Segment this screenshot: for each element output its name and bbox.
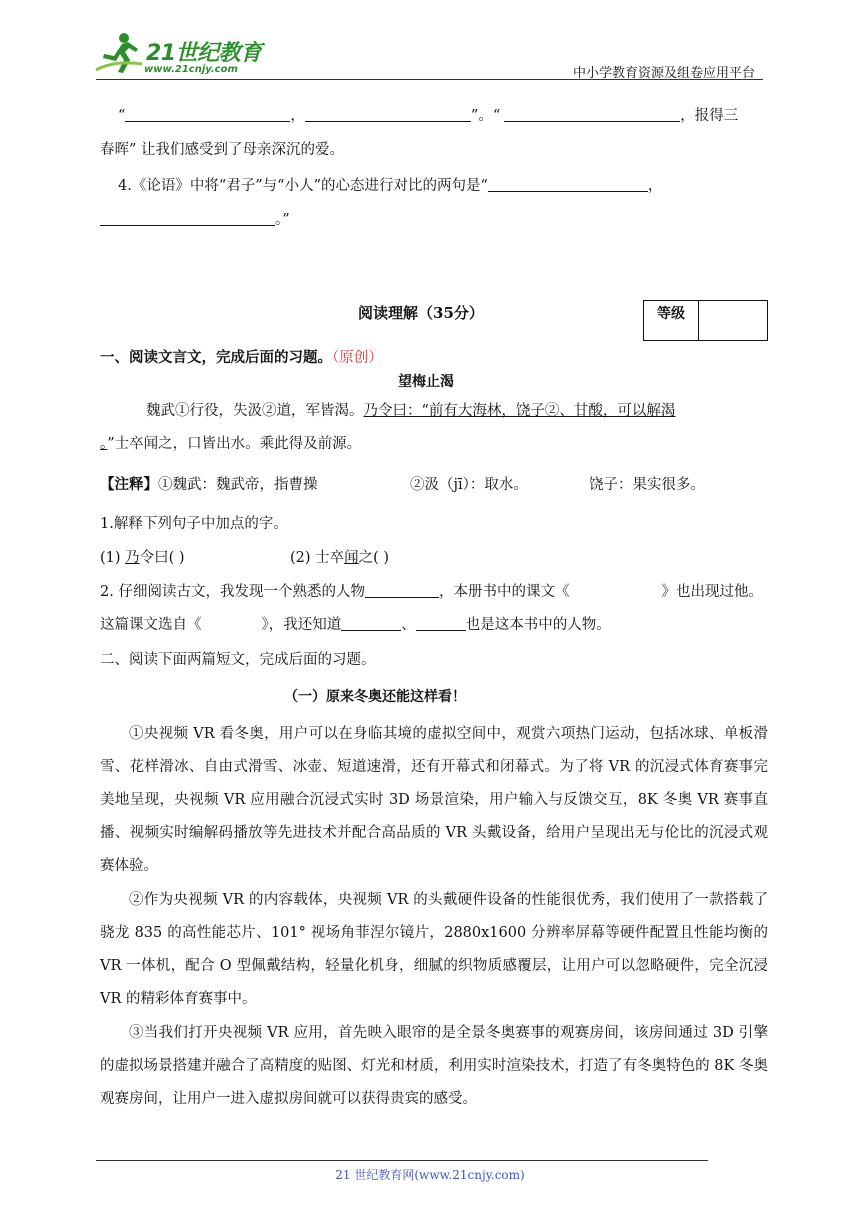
blank[interactable] [504, 107, 680, 122]
blank[interactable] [125, 107, 290, 122]
q2-line1: 2. 仔细阅读古文，我发现一个熟悉的人物 ，本册书中的课文《 》也出现过他。 [100, 584, 763, 600]
footer-divider [96, 1160, 708, 1161]
article-paragraph-1: ①央视频 VR 看冬奥，用户可以在身临其境的虚拟空间中，观赏六项热门运动，包括冰球、单板滑雪、花样滑冰、自由式滑雪、冰壶、短道速滑，还有开幕式和闭幕式。为了将 VR 的沉浸式体育赛事完美地呈现，央视频 VR 应用融合沉浸式实时 3D 场景渲染，用户输入与反馈交互，8K 冬奥 VR 赛事直播、视频实时编解码播放等先进技术并配合高品质的 VR 头戴设备，给用户呈现出无与伦比的沉浸式观赛体验。 [100, 726, 768, 874]
q1-b: (2) 士卒闻之( ) [290, 550, 390, 566]
section-title: 阅读理解（35分） [358, 304, 484, 322]
blank[interactable] [341, 616, 401, 631]
blank[interactable] [305, 107, 471, 122]
blank[interactable] [100, 211, 275, 226]
annotation-3: 饶子：果实很多。 [589, 477, 705, 493]
grade-label: 等级 [644, 301, 699, 340]
site-logo [94, 30, 264, 80]
annotation: 【注释】①魏武：魏武帝，指曹操 [100, 476, 318, 493]
logo-url: www.21cnjy.com [144, 64, 238, 75]
grade-box [643, 300, 768, 341]
header-divider [96, 79, 763, 80]
annotation-2: ②汲（jī）：取水。 [410, 477, 528, 493]
blank[interactable] [416, 616, 466, 631]
q1: 1.解释下列句子中加点的字。 [100, 516, 288, 532]
passage-line1: 魏武①行役，失汲②道，军皆渴。乃令曰：“前有大海林，饶子②、甘酸，可以解渴 [146, 403, 676, 419]
article-paragraph-3: ③当我们打开央视频 VR 应用，首先映入眼帘的是全景冬奥赛事的观赛房间，该房间通过 3D 引擎的虚拟场景搭建并融合了高精度的贴图、灯光和材质，利用实时渲染技术，打造了有冬奥特色的 8K 冬奥观赛房间，让用户一进入虚拟房间就可以获得贵宾的感受。 [100, 1025, 768, 1107]
q4-line1: 4.《论语》中将“君子”与“小人”的心态进行对比的两句是“ ， [118, 178, 663, 194]
original-tag: （原创） [332, 350, 383, 366]
runner-icon [94, 30, 144, 76]
passage-line2: 。”士卒闻之，口皆出水。乘此得及前源。 [100, 436, 362, 452]
article-title: （一）原来冬奥还能这样看！ [284, 689, 466, 705]
q1-a: (1) 乃令曰( ) [100, 550, 185, 566]
q2-line2: 这篇课文选自《 》，我还知道 、 也是这本书中的人物。 [100, 617, 611, 633]
q3-line1: “ ， ”。“ ，报得三 [118, 108, 739, 124]
part2-heading: 二、阅读下面两篇短文，完成后面的习题。 [100, 652, 376, 668]
part1-heading: 一、阅读文言文，完成后面的习题。（原创） [100, 349, 383, 366]
passage-title: 望梅止渴 [398, 374, 454, 390]
blank[interactable] [488, 177, 648, 192]
logo-text: 21世纪教育 [146, 41, 262, 66]
q4-line2: 。” [100, 208, 290, 229]
platform-name: 中小学教育资源及组卷应用平台 [572, 66, 755, 81]
footer-link[interactable]: 21 世纪教育网(www.21cnjy.com) [335, 1168, 525, 1182]
article-paragraph-2: ②作为央视频 VR 的内容载体，央视频 VR 的头戴硬件设备的性能很优秀，我们使用了一款搭载了骁龙 835 的高性能芯片、101° 视场角菲涅尔镜片，2880x1600 分辨率屏幕等硬件配置且性能均衡的 VR 一体机，配合 O 型佩戴结构，轻量化机身，细腻的织物质感覆层，让用户可以忽略硬件，完全沉浸 VR 的精彩体育赛事中。 [100, 892, 768, 1007]
q3-line2: 春晖” 让我们感受到了母亲深沉的爱。 [100, 142, 345, 158]
blank[interactable] [365, 583, 439, 598]
